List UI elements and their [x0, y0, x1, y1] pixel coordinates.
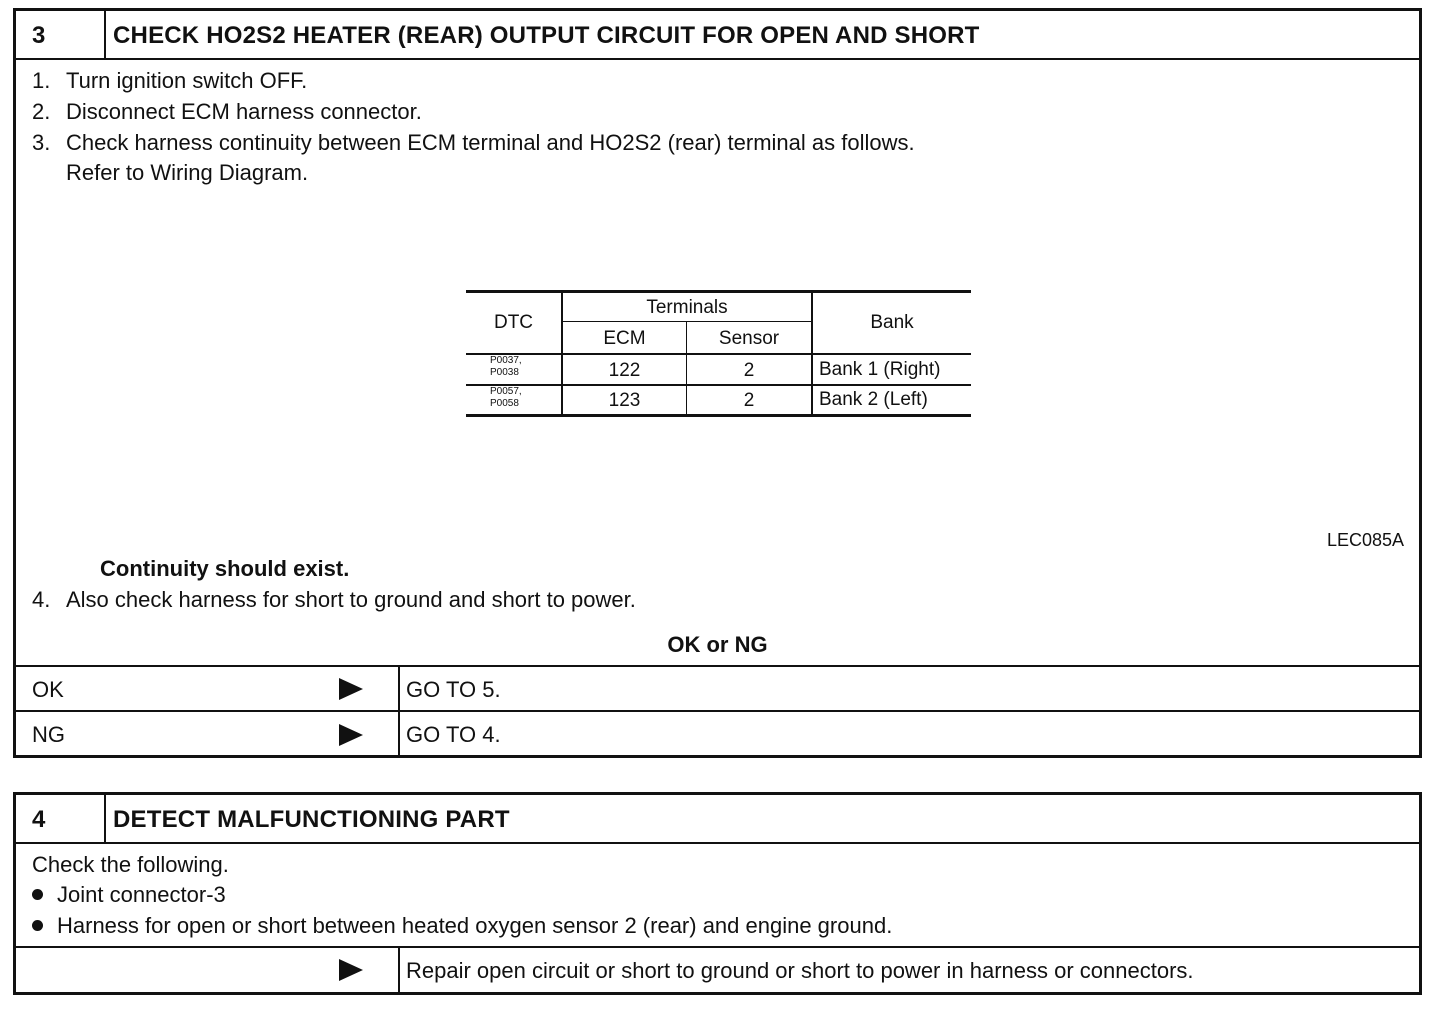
header-divider [104, 11, 106, 58]
header-divider [104, 795, 106, 842]
terminal-table [466, 290, 971, 420]
table-row-1-bank: Bank 1 (Right) [819, 359, 941, 380]
step-title: CHECK HO2S2 HEATER (REAR) OUTPUT CIRCUIT FOR OPEN AND SHORT [113, 22, 980, 49]
header-terminals: Terminals [646, 297, 728, 318]
table-row-1-dtc: P0037, P0038 [490, 355, 522, 378]
outcome-ok-action: GO TO 5. [406, 677, 501, 702]
arrow-right-icon [339, 678, 363, 700]
outcome-divider [16, 665, 1419, 667]
arrow-right-icon [339, 959, 363, 981]
instruction-1: 1. Turn ignition switch OFF. [32, 68, 308, 93]
outcome-column-divider [398, 946, 400, 992]
step-number: 3 [32, 22, 46, 49]
ok-or-ng-label: OK or NG [667, 632, 768, 657]
arrow-right-icon [339, 724, 363, 746]
outcome-ng-label: NG [32, 722, 65, 747]
header-sensor: Sensor [718, 328, 780, 349]
bullet-icon [32, 920, 43, 931]
table-row-1-ecm: 122 [608, 360, 641, 381]
bullet-item: Joint connector-3 [32, 882, 226, 908]
outcome-ok-label: OK [32, 677, 64, 702]
table-row-2-ecm: 123 [608, 390, 641, 411]
bullet-icon [32, 889, 43, 900]
step-3-header [16, 11, 1419, 60]
outcome-divider [16, 946, 1419, 948]
check-intro: Check the following. [32, 852, 229, 877]
header-bank: Bank [870, 312, 914, 333]
header-ecm: ECM [603, 328, 646, 349]
step-4-header [16, 795, 1419, 844]
bullet-item: Harness for open or short between heated oxygen sensor 2 (rear) and engine ground. [32, 913, 892, 939]
step-number: 4 [32, 806, 46, 833]
instruction-3-continued: Refer to Wiring Diagram. [66, 160, 309, 185]
figure-code: LEC085A [1326, 530, 1404, 550]
instruction-2: 2. Disconnect ECM harness connector. [32, 99, 422, 124]
outcome-column-divider [398, 665, 400, 755]
outcome-ng-action: GO TO 4. [406, 722, 501, 747]
table-row-2-bank: Bank 2 (Left) [819, 389, 928, 410]
table-row-1-sensor: 2 [743, 360, 755, 381]
header-dtc: DTC [493, 312, 534, 333]
table-row-2-sensor: 2 [743, 390, 755, 411]
instruction-3: 3. Check harness continuity between ECM terminal and HO2S2 (rear) terminal as follows. [32, 130, 915, 155]
instruction-4: 4. Also check harness for short to ground and short to power. [32, 587, 636, 612]
outcome-action: Repair open circuit or short to ground or short to power in harness or connectors. [406, 958, 1194, 983]
table-row-2-dtc: P0057, P0058 [490, 386, 522, 409]
step-4-panel [13, 792, 1422, 995]
step-title: DETECT MALFUNCTIONING PART [113, 806, 510, 833]
outcome-divider [16, 710, 1419, 712]
continuity-note: Continuity should exist. [100, 556, 350, 581]
step-3-panel [13, 8, 1422, 758]
